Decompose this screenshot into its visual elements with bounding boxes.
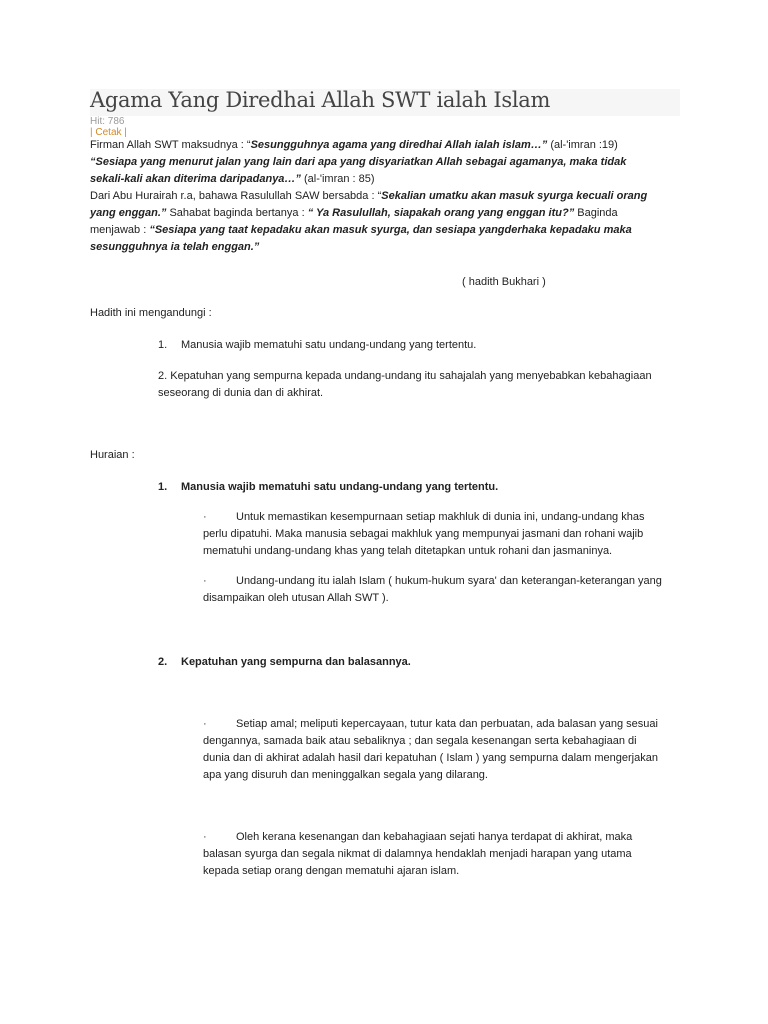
page-title: Agama Yang Diredhai Allah SWT ialah Islam: [90, 88, 551, 112]
intro-line-1: [90, 137, 618, 154]
bullet-text: Untuk memastikan kesempurnaan setiap makhluk di dunia ini, undang-undang khas: [236, 511, 645, 523]
hit-counter: Hit: 786: [90, 116, 125, 127]
bullet-text: mematuhi undang-undang khas yang telah ditetapkan untuk rohani dan jasmaninya.: [203, 545, 613, 557]
list-number: 1.: [158, 339, 168, 351]
intro-text: menjawab :: [90, 224, 150, 236]
section-title: Manusia wajib mematuhi satu undang-undang yang tertentu.: [181, 481, 499, 493]
quran-quote: sekali-kali akan diterima daripadanya…”: [90, 173, 301, 185]
section-number: 1.: [158, 481, 168, 493]
list-item: Manusia wajib mematuhi satu undang-undang yang tertentu.: [181, 339, 477, 351]
bullet-text: balasan syurga dan segala nikmat di dalamnya hendaklah menjadi harapan yang utama: [203, 848, 632, 860]
contents-heading: Hadith ini mengandungi :: [90, 307, 212, 319]
hadith-source: ( hadith Bukhari ): [462, 276, 546, 288]
bullet-text: perlu dipatuhi. Maka manusia sebagai makhluk yang mempunyai jasmani dan rohani wajib: [203, 528, 644, 540]
quran-reference: (al-'imran :19): [547, 139, 618, 151]
print-link[interactable]: | Cetak |: [90, 127, 127, 138]
bullet-text: apa yang disuruh dan meninggalkan segala yang dilarang.: [203, 769, 488, 781]
bullet-text: Setiap amal; meliputi kepercayaan, tutur kata dan perbuatan, ada balasan yang sesuai: [236, 718, 658, 730]
quran-reference: (al-'imran : 85): [300, 173, 375, 185]
hadith-quote: “Sesiapa yang taat kepadaku akan masuk syurga, dan sesiapa yangderhaka kepadaku maka: [149, 224, 632, 236]
bullet-icon: ·: [203, 831, 207, 843]
list-item: 2. Kepatuhan yang sempurna kepada undang-undang itu sahajalah yang menyebabkan kebahagiaan: [158, 370, 652, 382]
intro-line-2: “Sesiapa yang menurut jalan yang lain dari apa yang disyariatkan Allah sebagai agamanya, maka tidak: [90, 156, 627, 168]
intro-line-4: [90, 188, 647, 205]
bullet-icon: ·: [203, 511, 207, 523]
intro-line-5: [90, 205, 618, 222]
section-title: Kepatuhan yang sempurna dan balasannya.: [181, 656, 411, 668]
intro-text: Dari Abu Hurairah r.a, bahawa Rasulullah SAW bersabda : “: [90, 190, 382, 202]
bullet-text: Oleh kerana kesenangan dan kebahagiaan sejati hanya terdapat di akhirat, maka: [236, 831, 633, 843]
bullet-text: dunia dan di akhirat adalah hasil dari kepatuhan ( Islam ) yang sempurna dalam mengerjakan: [203, 752, 658, 764]
bullet-text: dengannya, samada baik atau sebaliknya ; dan segala kesenangan serta kebahagiaan di: [203, 735, 637, 747]
hadith-quote: Sekalian umatku akan masuk syurga kecuali orang: [381, 190, 648, 202]
list-item-continued: seseorang di dunia dan di akhirat.: [158, 387, 324, 399]
hadith-quote: “ Ya Rasulullah, siapakah orang yang enggan itu?”: [307, 207, 575, 219]
bullet-text: kepada setiap orang dengan mematuhi ajaran islam.: [203, 865, 460, 877]
bullet-text: Undang-undang itu ialah Islam ( hukum-hukum syara' dan keterangan-keterangan yang: [236, 575, 662, 587]
bullet-icon: ·: [203, 718, 207, 730]
intro-line-6: [90, 222, 632, 239]
intro-line-7: sesungguhnya ia telah enggan.”: [90, 241, 260, 253]
intro-line-3: [90, 171, 375, 188]
intro-text: Sahabat baginda bertanya :: [166, 207, 308, 219]
quran-quote: Sesungguhnya agama yang diredhai Allah ialah islam…”: [250, 139, 548, 151]
bullet-text: disampaikan oleh utusan Allah SWT ).: [203, 592, 389, 604]
intro-text: Firman Allah SWT maksudnya : “: [90, 139, 251, 151]
bullet-icon: ·: [203, 575, 207, 587]
hadith-quote: yang enggan.”: [90, 207, 167, 219]
section-number: 2.: [158, 656, 168, 668]
explanation-heading: Huraian :: [90, 449, 135, 461]
intro-text: Baginda: [574, 207, 618, 219]
